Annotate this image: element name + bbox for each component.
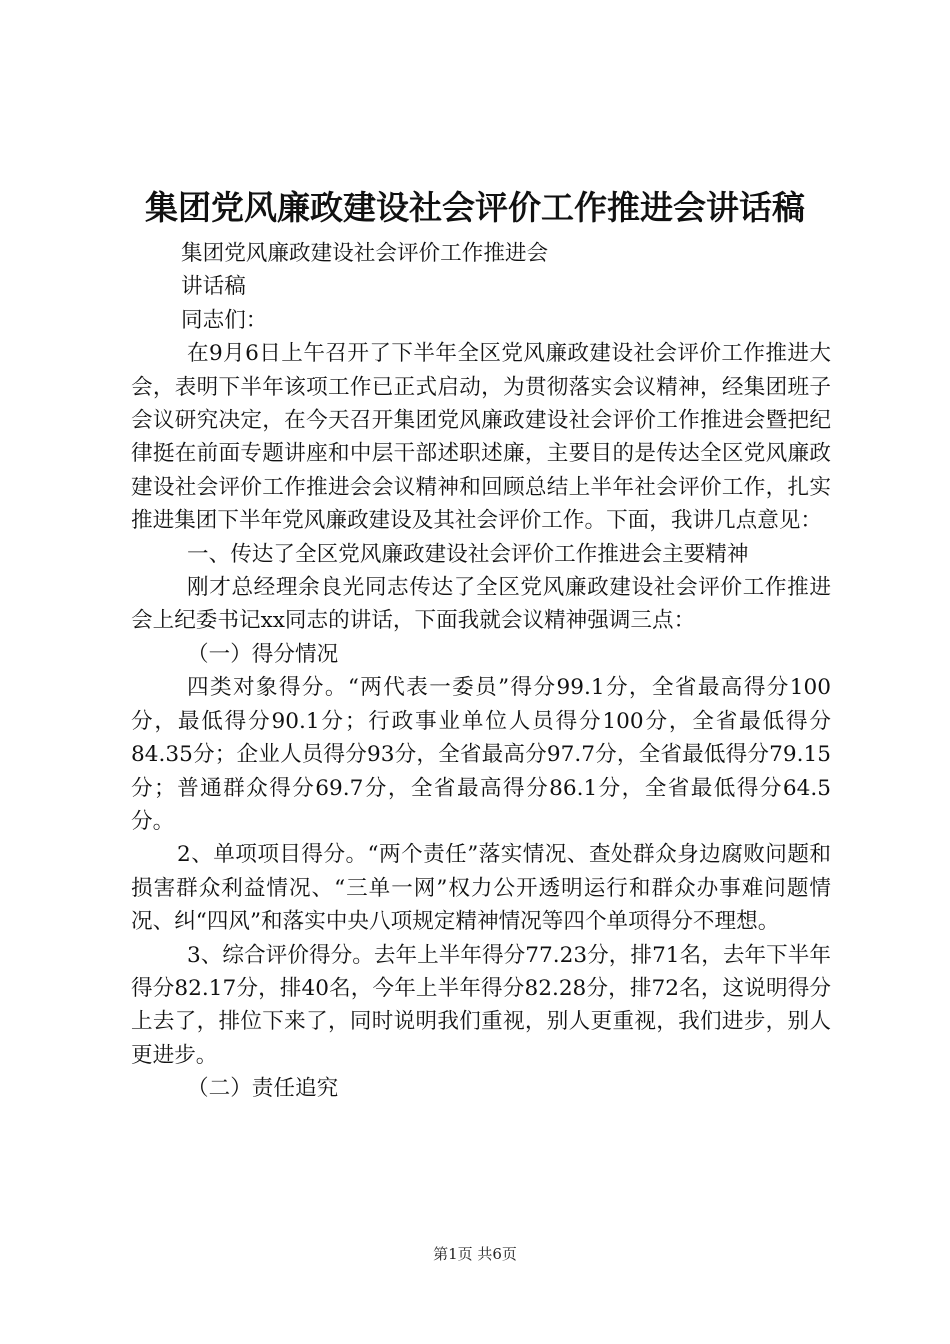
page-footer: 第1页 共6页 [433, 1245, 517, 1263]
document-title: 集团党风廉政建设社会评价工作推进会讲话稿 [145, 188, 805, 227]
section-heading-1: 一、传达了全区党风廉政建设社会评价工作推进会主要精神 [187, 541, 749, 567]
document-body [131, 237, 831, 1106]
subsection-heading-accountability: （二）责任追究 [187, 1076, 339, 1102]
paragraph-single-items: 2、单项项目得分。“两个责任”落实情况、查处群众身边腐败问题和损害群众利益情况、“三单一网”权力公开透明运行和群众办事难问题情况、纠“四风”和落实中央八项规定精神情况等四个单项得分不理想。 [131, 842, 831, 935]
subsection-heading-scores: （一）得分情况 [187, 641, 339, 667]
paragraph-four-categories: 四类对象得分。“两代表一委员”得分99.1分，全省最高得分100分，最低得分90.1分；行政事业单位人员得分100分，全省最低得分84.35分；企业人员得分93分，全省最高分97.7分，全省最低得分79.15分；普通群众得分69.7分，全省最高得分86.1分，全省最低得分64.5分。 [131, 675, 831, 834]
paragraph-intro: 在9月6日上午召开了下半年全区党风廉政建设社会评价工作推进大会，表明下半年该项工作已正式启动，为贯彻落实会议精神，经集团班子会议研究决定，在今天召开集团党风廉政建设社会评价工作推进会暨把纪律挺在前面专题讲座和中层干部述职述廉，主要目的是传达全区党风廉政建设社会评价工作推进会会议精神和回顾总结上半年社会评价工作，扎实推进集团下半年党风廉政建设及其社会评价工作。下面，我讲几点意见： [131, 341, 831, 534]
paragraph-subtitle-cont: 讲话稿 [181, 274, 246, 300]
paragraph-relay: 刚才总经理余良光同志传达了全区党风廉政建设社会评价工作推进会上纪委书记xx同志的讲话，下面我就会议精神强调三点： [131, 575, 831, 634]
paragraph-salutation: 同志们： [181, 307, 268, 333]
paragraph-overall-score: 3、综合评价得分。去年上半年得分77.23分，排71名，去年下半年得分82.17分，排40名，今年上半年得分82.28分，排72名，这说明得分上去了，排位下来了，同时说明我们重视，别人更重视，我们进步，别人更进步。 [131, 942, 831, 1068]
paragraph-subtitle: 集团党风廉政建设社会评价工作推进会 [181, 241, 549, 266]
